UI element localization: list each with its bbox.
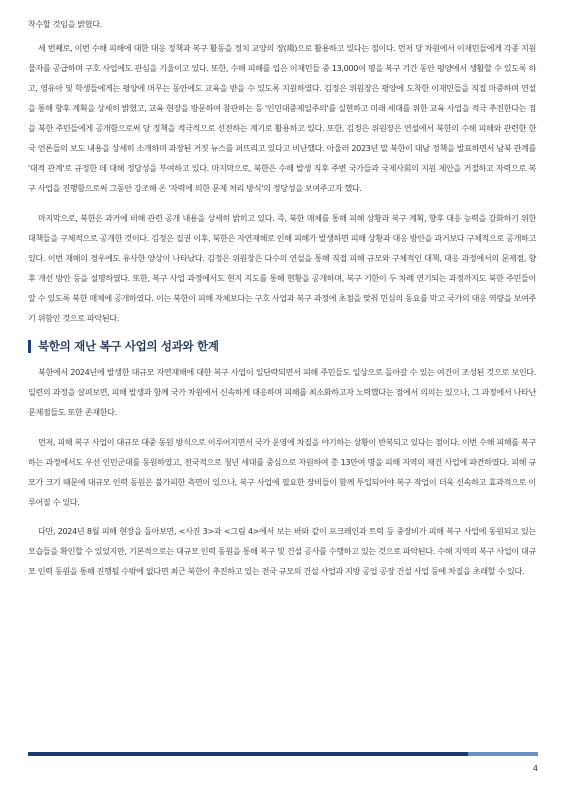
paragraph-third-point: 세 번째로, 이번 수해 피해에 대한 대응 정책과 복구 활동을 정치 교양의 장(場)으로 활용하고 있다는 점이다. 먼저 당 차원에서 이재민들에게 각종 지원 물자를 공급하며 구호 사업에도 관심을 기울이고 있다. 또한, 수해 피해를 입은 이재민들 중 13,000여 명을 복구 기간 동안 평양에서 생활할 수 있도록 하고, 영유아 및 학생들에게는 평양에 머무는 동안에도 교육을 받을 수 있도록 지원하였다. 김정은 위원장은 평양에 도착한 이재민들을 직접 마중하며 연설을 통해 향후 계획을 상세히 밝혔고, 교육 현장을 방문하여 참관하는 등 '인민대중제일주의'를 실현하고 미래 세대를 위한 교육 사업을 적극 추진한다는 점을 북한 주민들에게 공개함으로써 당 정책을 적극적으로 선전하는 계기로 활용하고 있다. 또한, 김정은 위원장은 연설에서 북한의 수해 피해와 관련한 한국 언론들의 보도 내용을 상세히 소개하며 과장된 거짓 뉴스를 퍼뜨리고 있다고 비난했다. 아울러 2023년 말 북한이 대남 정책을 발표하면서 남북 관계를 '대적 관계'로 규정한 데 대해 정당성을 부여하고 있다. 마지막으로, 북한은 수해 발생 직후 주변 국가들과 국제사회의 지원 제안을 거절하고 자력으로 복구 사업을 진행함으로써 그동안 강조해 온 '자력에 의한 문제 처리 방식'의 정당성을 보여주고자 했다. [28,43,536,193]
page-number: 4 [532,764,538,773]
paragraph-equipment: 다만, 2024년 8월 피해 현장을 돌아보면, <사진 3>과 <그림 4>에서 보는 바와 같이 포크레인과 트럭 등 중장비가 피해 복구 사업에 동원되고 있는 모습들을 확인할 수 있었지만, 기본적으로는 대규모 인력 동원을 통해 복구 및 건설 공사를 수행하고 있는 것으로 파악된다. 수해 지역의 복구 사업이 대규모 인력 동원을 통해 진행될 수밖에 없다면 최근 북한이 추진하고 있는 전국 규모의 건설 사업과 지방 공업 공장 건설 사업 등에 차질을 초래할 수 있다. [28,526,536,576]
section-heading [28,337,536,355]
section-title: 북한의 재난 복구 사업의 성과와 한계 [38,339,219,353]
paragraph-intro: 북한에서 2024년에 발생한 대규모 자연재해에 대한 복구 사업이 일단락되면서 피해 주민들도 일상으로 돌아갈 수 있는 여건이 조성된 것으로 보인다. 일련의 과정을 살펴보면, 피해 발생과 함께 국가 차원에서 신속하게 대응하며 피해를 최소화하고자 노력했다는 점에서 의의는 있으나, 그 과정에서 나타난 문제점들도 또한 존재한다. [28,367,536,417]
body-text [28,14,536,591]
paragraph-last-point: 마지막으로, 북한은 과거에 비해 관련 공개 내용을 상세히 밝히고 있다. 즉, 북한 매체를 통해 피해 상황과 복구 계획, 향후 대응 능력을 강화하기 위한 대책들을 구체적으로 공개한 것이다. 김정은 집권 이후, 북한은 자연재해로 인해 피해가 발생하면 피해 상황과 대응 방안을 과거보다 구체적으로 공개하고 있다. 이번 재해의 경우에도 유사한 양상이 나타났다. 김정은 위원장은 다수의 연설을 통해 직접 피해 규모와 구체적인 대책, 대응 과정에서의 문제점, 향후 개선 방안 등을 설명하였다. 또한, 복구 사업 과정에서도 현지 지도를 통해 현황을 공개하며, 복구 기한이 두 차례 연기되는 과정까지도 북한 주민들이 알 수 있도록 북한 매체에 공개하였다. 이는 북한이 피해 자체보다는 구호 사업과 복구 과정에 초점을 맞춰 민심의 동요를 막고 국가의 대응 역량을 보여주기 위함인 것으로 파악된다. [28,212,536,323]
section-bar-icon [28,340,31,353]
paragraph-mobilization: 먼저, 피해 복구 사업이 대규모 대중 동원 방식으로 이루어지면서 국가 운영에 차질을 야기하는 상황이 반복되고 있다는 점이다. 이번 수해 피해를 복구하는 과정에서도 우선 인민군대를 동원하였고, 전국적으로 청년 세대를 중심으로 자원하여 총 13만여 명을 피해 지역의 재건 사업에 파견하였다. 피해 규모가 크기 때문에 대규모 인력 동원은 불가피한 측면이 있으나, 복구 사업에 필요한 장비들이 함께 투입되어야 복구 작업이 더욱 신속하고 효과적으로 이루어질 수 있다. [28,436,536,507]
footer-accent [468,752,538,756]
paragraph-continuation: 착수할 것임을 밝혔다. [28,19,102,29]
footer-divider [28,752,538,756]
